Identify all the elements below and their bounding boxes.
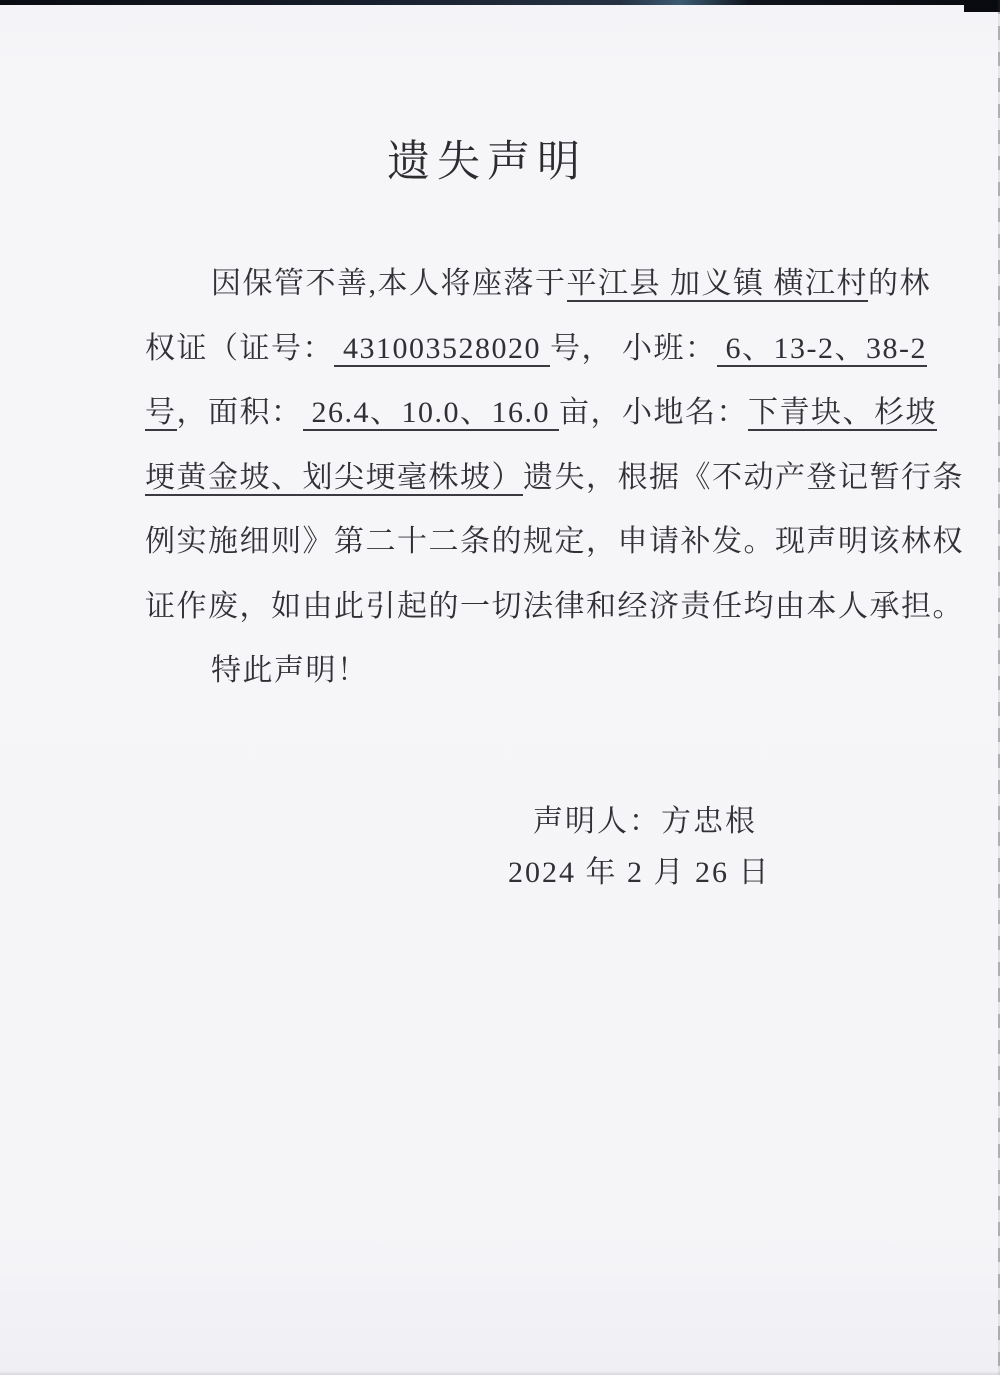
- underlined-field: 下青块、杉坡: [748, 396, 937, 429]
- underlined-field: 平江县 加义镇 横江村: [566, 267, 868, 300]
- body-line: [145, 323, 927, 388]
- body-text: 因保管不善,本人将座落于: [211, 267, 567, 300]
- scanner-edge-artifact: [0, 0, 1000, 5]
- underlined-field: 26.4、10.0、16.0: [302, 396, 559, 429]
- underlined-field: 6、13-2、38-2: [716, 331, 927, 365]
- body-text: 权证（证号：: [145, 331, 334, 365]
- body-text: ，面积：: [176, 396, 303, 429]
- underlined-field: 埂黄金坡、划尖埂毫株坡）: [145, 460, 523, 494]
- declaration-date: 2024 年 2 月 26 日: [508, 856, 771, 889]
- scanner-bottom-edge-artifact: [0, 1371, 1000, 1375]
- body-text: 证作废，如由此引起的一切法律和经济责任均由本人承担。: [145, 589, 964, 623]
- document-title: 遗失声明: [387, 139, 587, 186]
- body-text: 遗失，根据《不动产登记暂行条: [523, 460, 964, 494]
- declaration-body: [145, 258, 964, 710]
- body-line: [145, 516, 964, 581]
- body-text: 例实施细则》第二十二条的规定，申请补发。现声明该林权: [145, 525, 964, 558]
- body-text: 特此声明！: [211, 654, 369, 687]
- declarant-signature: 声明人：方忠根: [533, 805, 757, 838]
- body-line: [145, 258, 931, 323]
- body-line: [145, 581, 964, 646]
- body-line: [145, 645, 905, 710]
- body-text: 的林: [868, 267, 931, 300]
- scanner-corner-artifact: [964, 0, 1000, 12]
- underlined-field: 号: [145, 396, 177, 429]
- underlined-field: 431003528020: [334, 331, 550, 365]
- body-line: [145, 452, 964, 517]
- body-text: 号， 小班：: [550, 331, 717, 365]
- body-line: [145, 387, 937, 452]
- body-text: 亩，小地名：: [559, 396, 748, 429]
